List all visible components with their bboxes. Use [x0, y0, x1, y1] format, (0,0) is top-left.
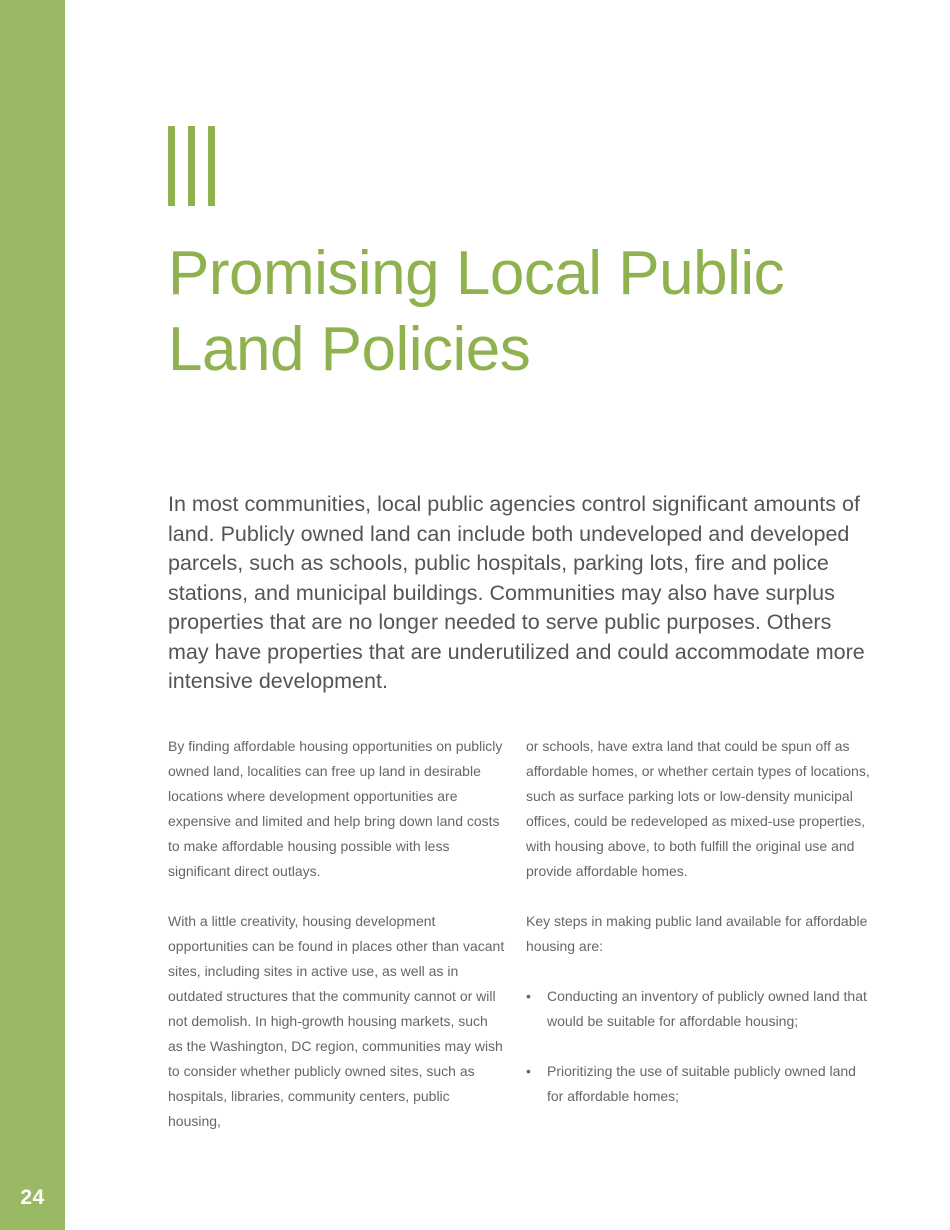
- body-paragraph: Key steps in making public land available for affordable housing are:: [526, 913, 868, 954]
- body-column-left: [168, 734, 506, 1159]
- intro-paragraph: In most communities, local public agencies control significant amounts of land. Publicly owned land can include both undeveloped and developed parcels, such as schools, public hospitals, parking lots, fire and police stations, and municipal buildings. Communities may also have surplus properties that are no longer needed to serve public purposes. Others may have properties that are underutilized and could accommodate more intensive development.: [168, 492, 865, 693]
- chapter-title-line2: Land Policies: [168, 315, 531, 384]
- bullet-icon: •: [526, 988, 531, 1004]
- key-steps-list: [526, 984, 871, 1109]
- page-sidebar-band: [0, 0, 65, 1230]
- list-item-text: Conducting an inventory of publicly owned land that would be suitable for affordable housing;: [547, 988, 867, 1029]
- body-paragraph: With a little creativity, housing development opportunities can be found in places other than vacant sites, including sites in active use, as well as in outdated structures that the community cannot or will not demolish. In high-growth housing markets, such as the Washington, DC region, communities may wish to consider whether publicly owned sites, such as hospitals, libraries, community centers, public housing,: [168, 913, 505, 1129]
- chapter-title-line1: Promising Local Public: [168, 239, 785, 308]
- list-item: [526, 984, 871, 1034]
- numeral-stroke: [168, 126, 175, 206]
- list-item: [526, 1059, 871, 1109]
- chapter-numeral: [168, 100, 215, 206]
- numeral-stroke: [208, 126, 215, 206]
- list-item-text: Prioritizing the use of suitable publicly owned land for affordable homes;: [547, 1063, 856, 1104]
- bullet-icon: •: [526, 1063, 531, 1079]
- page-number: 24: [20, 1186, 45, 1209]
- chapter-title: [168, 236, 888, 388]
- body-paragraph: By finding affordable housing opportunities on publicly owned land, localities can free up land in desirable locations where development opportunities are expensive and limited and help bring down land costs to make affordable housing possible with less significant direct outlays.: [168, 738, 503, 879]
- body-column-right: [526, 734, 871, 1134]
- body-paragraph: or schools, have extra land that could be spun off as affordable homes, or whether certain types of locations, such as surface parking lots or low-density municipal offices, could be redeveloped as mixed-use properties, with housing above, to both fulfill the original use and provide affordable homes.: [526, 738, 870, 879]
- numeral-stroke: [188, 126, 195, 206]
